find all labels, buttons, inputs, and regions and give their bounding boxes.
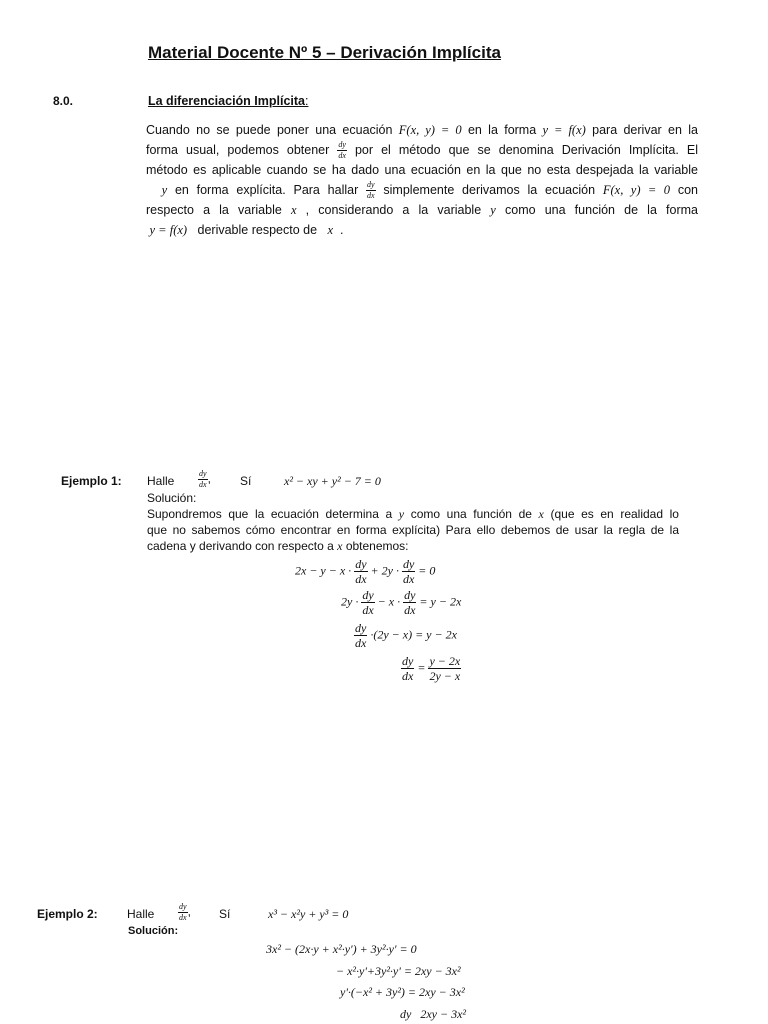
solution-text: Supondremos que la ecuación determina a	[147, 507, 393, 521]
intro-text: método es aplicable cuando se ha dado una ecuación en la que no esta despejada la variable	[146, 163, 698, 177]
equation-part: − x ·	[377, 594, 401, 609]
fraction-numerator: y − 2x	[429, 654, 461, 668]
section-number: 8.0.	[53, 94, 74, 108]
section-title-text: La diferenciación Implícita	[148, 94, 305, 108]
intro-text: en forma explícita. Para hallar	[174, 183, 359, 197]
example-1-solution-text	[147, 506, 679, 554]
fraction-numerator: 2xy − 3x²	[420, 1007, 467, 1021]
comma: ,	[187, 904, 191, 919]
example-1-step-2	[341, 589, 461, 616]
math-expression: x	[327, 223, 334, 237]
intro-line-3	[146, 160, 698, 180]
fraction-numerator: dy	[402, 654, 414, 668]
dy-dx-fraction	[354, 558, 367, 585]
example-2-equation: x³ − x²y + y³ = 0	[268, 907, 349, 921]
solution-text: cadena y derivando con respecto a	[147, 539, 334, 553]
equation-part: + 2y ·	[370, 563, 399, 578]
equation-part: ·(2y − x) = y − 2x	[370, 627, 457, 642]
equation-part: =	[417, 660, 426, 675]
example-1-step-3	[354, 622, 457, 649]
solution-text: que no sabemos cómo encontrar en forma explícita) Para ello debemos de usar la regla de la	[147, 523, 679, 537]
example-1-solution-label: Solución:	[147, 491, 197, 505]
fraction-numerator: dy	[179, 902, 187, 911]
example-1-step-4	[401, 655, 461, 682]
dy-dx-fraction	[402, 558, 415, 585]
intro-text: como una función de la forma	[505, 203, 698, 217]
equation-part: 2y ·	[341, 594, 359, 609]
fraction-numerator: dy	[355, 621, 367, 635]
example-2-step-4	[400, 1007, 466, 1022]
math-expression: x	[290, 203, 297, 217]
intro-text: forma usual, podemos obtener	[146, 143, 330, 157]
fraction-numerator: dy	[355, 557, 367, 571]
dy-dx-fraction	[401, 655, 414, 682]
section-title	[148, 94, 308, 108]
solution-line-1	[147, 506, 679, 522]
fraction-denominator: dx	[338, 151, 346, 161]
example-2-step-3: y'·(−x² + 3y²) = 2xy − 3x²	[340, 985, 465, 999]
fraction-denominator: dx	[362, 603, 374, 617]
intro-text: respecto a la variable	[146, 203, 282, 217]
example-2-label: Ejemplo 2:	[37, 907, 98, 921]
fraction-numerator: dy	[402, 557, 415, 571]
fraction-denominator: dx	[404, 603, 416, 617]
intro-text: , considerando a la variable	[305, 203, 482, 217]
intro-line-2	[146, 140, 698, 160]
dy-dx-fraction	[178, 903, 188, 922]
dy-dx-fraction	[366, 181, 376, 200]
example-2-solution-label: Solución:	[128, 925, 179, 937]
math-expression: y = f(x)	[149, 223, 188, 237]
equation-part: 2x − y − x ·	[295, 563, 352, 578]
fraction-numerator: dy	[404, 588, 416, 602]
example-1-halle: Halle	[147, 474, 175, 488]
fraction-denominator: dx	[179, 913, 187, 922]
solution-text: obtenemos:	[345, 539, 409, 553]
math-expression: y	[398, 507, 405, 521]
comma: ,	[207, 471, 211, 486]
solution-text: como una función de	[410, 507, 532, 521]
fraction-numerator: dy	[199, 469, 207, 478]
intro-text: derivable respecto de	[197, 223, 318, 237]
math-expression: F(x, y) = 0	[398, 123, 462, 137]
intro-line-4	[146, 180, 698, 200]
example-1-si: Sí	[240, 474, 252, 488]
fraction-denominator: dx	[402, 669, 414, 683]
example-2-step-2: − x²·y'+3y²·y' = 2xy − 3x²	[336, 964, 461, 978]
equation-part: = 0	[418, 563, 436, 578]
equation-part: = y − 2x	[419, 594, 462, 609]
intro-text: con	[677, 183, 698, 197]
intro-paragraph	[146, 120, 698, 240]
math-expression: y	[161, 183, 168, 197]
result-fraction	[428, 655, 461, 682]
math-expression: y = f(x)	[542, 123, 586, 137]
dy-dx-fraction	[403, 589, 416, 616]
fraction-numerator: dy	[362, 588, 374, 602]
intro-text: .	[339, 223, 344, 237]
math-expression: x	[337, 539, 343, 553]
fraction-numerator: dy	[400, 1007, 412, 1021]
fraction-denominator: dx	[355, 572, 367, 586]
document-title: Material Docente Nº 5 – Derivación Implícita	[148, 43, 501, 62]
example-2-si: Sí	[219, 907, 231, 921]
fraction-denominator: dx	[367, 191, 375, 201]
fraction-denominator: 2y − x	[429, 669, 461, 683]
example-2-halle: Halle	[127, 907, 155, 921]
math-expression: F(x, y) = 0	[602, 183, 671, 197]
fraction-denominator: dx	[355, 636, 367, 650]
dy-dx-fraction	[354, 622, 367, 649]
example-2-dydx	[178, 903, 191, 922]
intro-text: para derivar en la	[592, 123, 698, 137]
fraction-denominator: dx	[402, 572, 415, 586]
solution-line-3	[147, 538, 679, 554]
fraction-numerator: dy	[367, 180, 375, 190]
dy-dx-fraction	[361, 589, 374, 616]
fraction-numerator: dy	[338, 140, 346, 150]
intro-line-1	[146, 120, 698, 140]
intro-text: Cuando no se puede poner una ecuación	[146, 123, 393, 137]
math-expression: x	[538, 507, 544, 521]
intro-text: por el método que se denomina Derivación Implícita. El	[354, 143, 698, 157]
intro-line-6	[146, 220, 698, 240]
fraction-denominator: dx	[199, 480, 207, 489]
intro-text: simplemente derivamos la ecuación	[383, 183, 596, 197]
math-expression: y	[490, 203, 496, 217]
solution-line-2	[147, 522, 679, 538]
example-1-step-1	[295, 558, 435, 585]
section-title-colon: :	[305, 94, 309, 108]
example-2-step-1: 3x² − (2x·y + x²·y') + 3y²·y' = 0	[266, 942, 417, 956]
solution-text: (que es en realidad lo	[550, 507, 679, 521]
dy-dx-fraction	[198, 470, 208, 489]
example-1-equation: x² − xy + y² − 7 = 0	[284, 474, 381, 488]
dy-dx-fraction	[337, 141, 347, 160]
example-1-label: Ejemplo 1:	[61, 474, 122, 488]
intro-text: en la forma	[467, 123, 537, 137]
example-1-dydx	[198, 470, 211, 489]
intro-line-5	[146, 200, 698, 220]
